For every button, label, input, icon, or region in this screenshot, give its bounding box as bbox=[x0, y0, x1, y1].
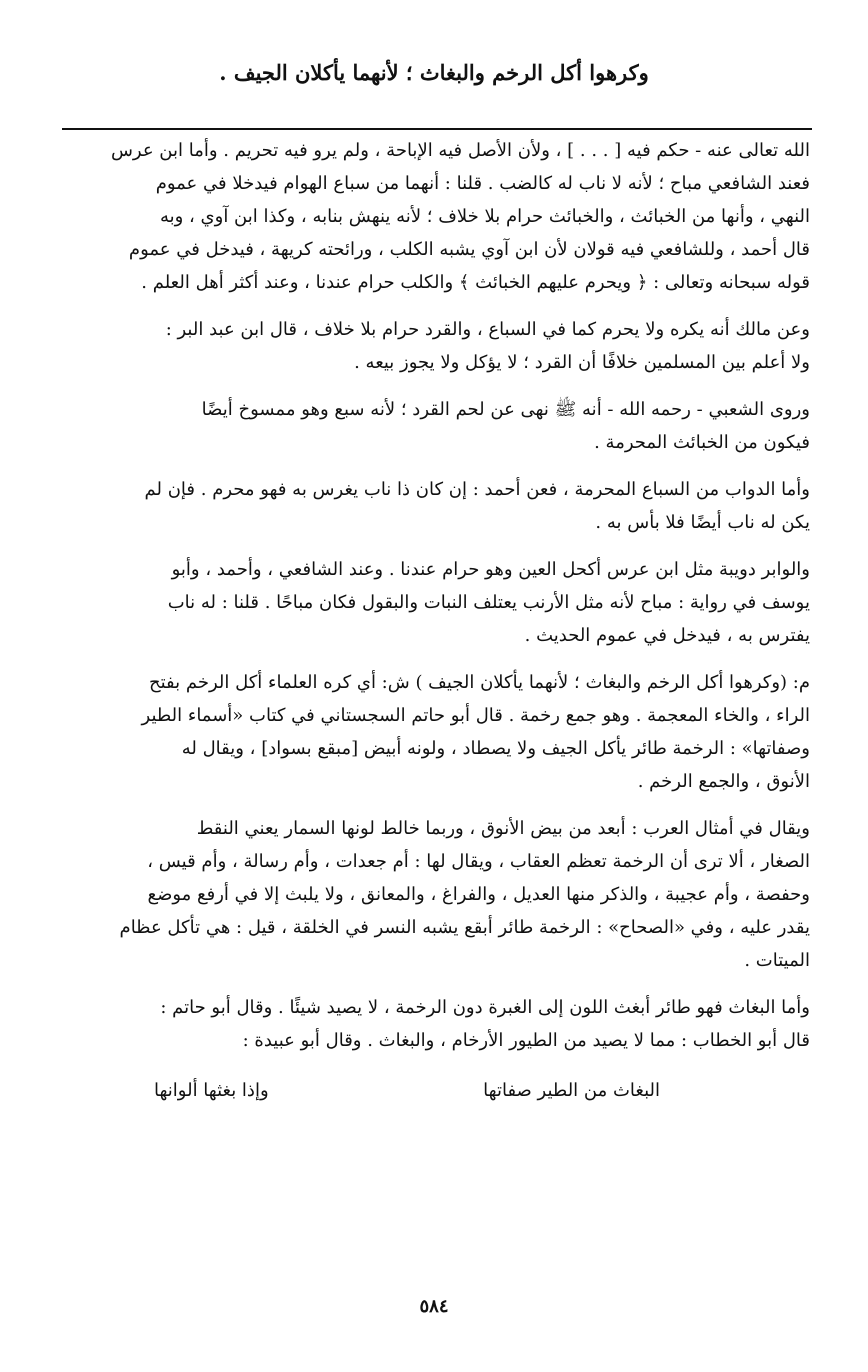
text-line: يكن له ناب أيضًا فلا بأس به . bbox=[595, 512, 810, 533]
text-line: الله تعالى عنه - حكم فيه [ . . . ] ، ولأن الأصل فيه الإباحة ، ولم يرو فيه تحريم . وأما ابن عرس bbox=[110, 140, 810, 161]
text-line: والوابر دويبة مثل ابن عرس أكحل العين وهو حرام عندنا . وعند الشافعي ، وأحمد ، وأبو bbox=[171, 559, 810, 580]
text-line: ولا أعلم بين المسلمين خلافًا أن القرد ؛ لا يؤكل ولا يجوز بيعه . bbox=[354, 352, 810, 373]
paragraph bbox=[64, 812, 810, 977]
text-line: فيكون من الخبائث المحرمة . bbox=[594, 432, 810, 453]
paragraph bbox=[64, 553, 810, 652]
text-line: قوله سبحانه وتعالى : ﴿ ويحرم عليهم الخبائث ﴾ والكلب حرام عندنا ، وعند أكثر أهل العلم . bbox=[141, 272, 810, 293]
paragraph bbox=[64, 991, 810, 1057]
page-number: ٥٨٤ bbox=[419, 1296, 449, 1317]
verse-second-hemistich: وإذا بغثها ألوانها bbox=[154, 1080, 269, 1101]
text-line: وعن مالك أنه يكره ولا يحرم كما في السباع ، والقرد حرام بلا خلاف ، قال ابن عبد البر : bbox=[165, 319, 810, 340]
text-line: قال أحمد ، وللشافعي فيه قولان لأن ابن آوي يشبه الكلب ، ورائحته كريهة ، فيدخل في عموم bbox=[128, 239, 810, 260]
text-line: يفترس به ، فيدخل في عموم الحديث . bbox=[524, 625, 810, 646]
text-line: يقدر عليه ، وفي «الصحاح» : الرخمة طائر أبقع يشبه النسر في الخلقة ، قيل : هي تأكل عظام bbox=[119, 917, 810, 938]
text-line: قال أبو الخطاب : مما لا يصيد من الطيور الأرخام ، والبغاث . وقال أبو عبيدة : bbox=[242, 1030, 810, 1051]
text-line: وحفصة ، وأم عجيبة ، والذكر منها العديل ، والفراغ ، والمعانق ، ولا يلبث إلا في أرفع موضع bbox=[147, 884, 810, 905]
text-line: م: (وكرهوا أكل الرخم والبغاث ؛ لأنهما يأكلان الجيف ) ش: أي كره العلماء أكل الرخم بفتح bbox=[148, 672, 810, 693]
text-line: فعند الشافعي مباح ؛ لأنه لا ناب له كالضب . قلنا : أنهما من سباع الهوام فيدخلا في عموم bbox=[155, 173, 810, 194]
commentary-body bbox=[64, 134, 810, 1111]
text-line: الميتات . bbox=[744, 950, 810, 971]
text-line: وأما الدواب من السباع المحرمة ، فعن أحمد : إن كان ذا ناب يغرس به فهو محرم . فإن لم bbox=[144, 479, 810, 500]
poetry-verse bbox=[64, 1071, 810, 1111]
text-line: وصفاتها» : الرخمة طائر يأكل الجيف ولا يصطاد ، ولونه أبيض [مبقع بسواد] ، ويقال له bbox=[181, 738, 810, 759]
paragraph bbox=[64, 134, 810, 299]
matn-heading: وكرهوا أكل الرخم والبغاث ؛ لأنهما يأكلان الجيف . bbox=[219, 60, 649, 85]
text-line: وأما البغاث فهو طائر أبغث اللون إلى الغبرة دون الرخمة ، لا يصيد شيئًا . وقال أبو حاتم : bbox=[160, 997, 810, 1018]
paragraph bbox=[64, 313, 810, 379]
verse-first-hemistich: البغاث من الطير صفاتها bbox=[483, 1080, 660, 1101]
text-line: يوسف في رواية : مباح لأنه مثل الأرنب يعتلف النبات والبقول فكان مباحًا . قلنا : له ناب bbox=[167, 592, 810, 613]
paragraph bbox=[64, 473, 810, 539]
text-line: وروى الشعبي - رحمه الله - أنه ﷺ نهى عن لحم القرد ؛ لأنه سبع وهو ممسوخ أيضًا bbox=[201, 399, 810, 420]
text-line: الأنوق ، والجمع الرخم . bbox=[637, 771, 810, 792]
text-line: الصغار ، ألا ترى أن الرخمة تعظم العقاب ، ويقال لها : أم جعدات ، وأم رسالة ، وأم قيس ، bbox=[147, 851, 810, 872]
paragraph bbox=[64, 393, 810, 459]
paragraph bbox=[64, 666, 810, 798]
text-line: النهي ، وأنها من الخبائث ، والخبائث حرام بلا خلاف ؛ لأنه ينهش بنابه ، وكذا ابن آوي ، وبه bbox=[159, 206, 810, 227]
text-line: ويقال في أمثال العرب : أبعد من بيض الأنوق ، وربما خالط لونها السمار يعني النقط bbox=[196, 818, 810, 839]
text-line: الراء ، والخاء المعجمة . وهو جمع رخمة . قال أبو حاتم السجستاني في كتاب «أسماء الطير bbox=[141, 705, 810, 726]
separator-rule bbox=[62, 128, 812, 130]
